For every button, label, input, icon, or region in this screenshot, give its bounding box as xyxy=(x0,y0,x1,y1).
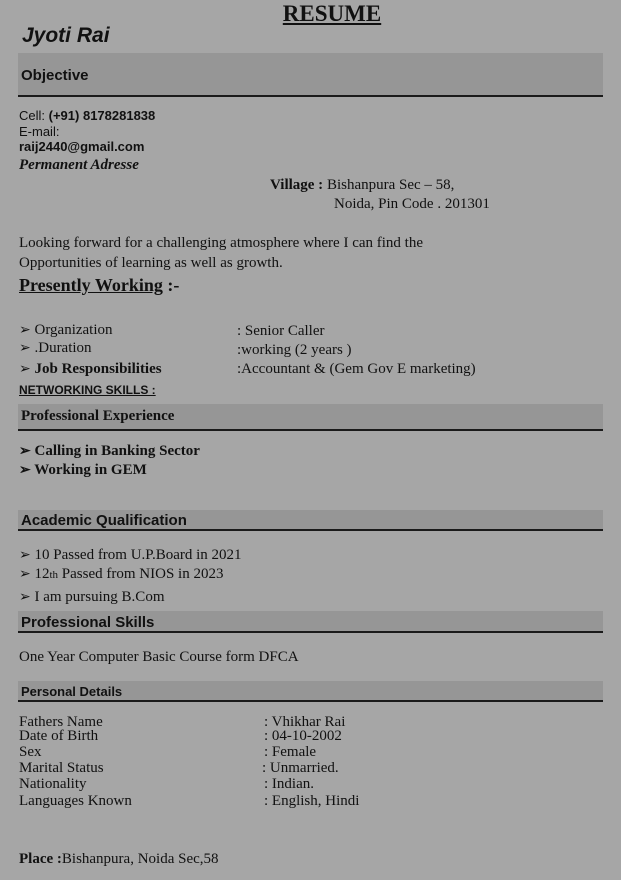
experience-heading: Professional Experience xyxy=(21,408,175,424)
experience-band xyxy=(18,404,603,431)
presently-heading-suffix: :- xyxy=(167,275,180,295)
personal-value: : Indian. xyxy=(264,776,314,792)
experience-item-text: Calling in Banking Sector xyxy=(34,443,200,459)
bullet-icon: ➢ xyxy=(19,341,31,356)
summary-line2: Opportunities of learning as well as growth. xyxy=(19,255,283,271)
academic-item-text: 10 Passed from U.P.Board in 2021 xyxy=(34,547,242,563)
experience-item-text: Working in GEM xyxy=(34,462,147,478)
personal-value: : English, Hindi xyxy=(264,793,360,809)
village-label: Village : xyxy=(270,177,324,193)
job-value: :Accountant & (Gem Gov E marketing) xyxy=(237,361,476,377)
email-label: E-mail: xyxy=(19,124,60,139)
experience-item xyxy=(19,462,147,479)
bullet-icon: ➢ xyxy=(19,548,31,563)
duration-label: .Duration xyxy=(34,340,92,356)
academic-item-text: I am pursuing B.Com xyxy=(34,589,165,605)
personal-label: Languages Known xyxy=(19,793,132,809)
job-label-line xyxy=(19,361,162,378)
village-line2: Noida, Pin Code . 201301 xyxy=(334,196,490,212)
personal-label: Fathers Name xyxy=(19,714,103,730)
village-line1 xyxy=(270,177,454,194)
personal-label: Nationality xyxy=(19,776,87,792)
job-label: Job Responsibilities xyxy=(34,361,162,377)
cell-value: (+91) 8178281838 xyxy=(48,108,156,123)
ordinal-suffix: th xyxy=(49,569,59,581)
email-value: raij2440@gmail.com xyxy=(19,139,145,154)
academic-item-rest: Passed from NIOS in 2023 xyxy=(58,566,224,582)
personal-value: : Female xyxy=(264,744,317,760)
bullet-icon: ➢ xyxy=(19,463,31,478)
bullet-icon: ➢ xyxy=(19,590,31,605)
personal-band xyxy=(18,681,603,702)
academic-heading: Academic Qualification xyxy=(21,512,187,529)
skills-band xyxy=(18,611,603,633)
cell-line xyxy=(19,108,155,123)
address-label: Permanent Adresse xyxy=(19,157,139,173)
objective-heading: Objective xyxy=(21,67,89,84)
academic-item-text: 12 xyxy=(34,566,50,582)
cell-label: Cell: xyxy=(19,108,46,123)
experience-item xyxy=(19,443,200,460)
objective-band xyxy=(18,53,603,97)
personal-label: Date of Birth xyxy=(19,728,99,744)
networking-heading: NETWORKING SKILLS : xyxy=(19,383,156,397)
skills-heading: Professional Skills xyxy=(21,614,155,631)
personal-label: Marital Status xyxy=(19,760,104,776)
personal-value: : 04-10-2002 xyxy=(264,728,342,744)
personal-label: Sex xyxy=(19,744,42,760)
presently-heading: Presently Working xyxy=(19,275,163,295)
page-title: RESUME xyxy=(282,1,382,26)
academic-band xyxy=(18,510,603,531)
place-value: Bishanpura, Noida Sec,58 xyxy=(61,851,219,867)
bullet-icon: ➢ xyxy=(19,362,31,377)
academic-item xyxy=(19,589,164,606)
personal-value: : Unmarried. xyxy=(262,760,339,776)
academic-item xyxy=(19,566,223,583)
village-value: Bishanpura Sec – 58, xyxy=(326,177,455,193)
personal-value: : Vhikhar Rai xyxy=(264,714,346,730)
place-label: Place : xyxy=(19,851,62,867)
duration-label-line xyxy=(19,340,92,357)
place-line xyxy=(19,851,219,868)
academic-item xyxy=(19,547,242,564)
org-label-line xyxy=(19,322,113,339)
org-label: Organization xyxy=(34,322,113,338)
duration-value: :working (2 years ) xyxy=(237,342,352,358)
summary-line1: Looking forward for a challenging atmosphere where I can find the xyxy=(19,235,424,251)
personal-heading: Personal Details xyxy=(21,684,123,699)
bullet-icon: ➢ xyxy=(19,323,31,338)
bullet-icon: ➢ xyxy=(19,567,31,582)
org-value: : Senior Caller xyxy=(237,323,325,339)
skills-text: One Year Computer Basic Course form DFCA xyxy=(19,649,299,665)
bullet-icon: ➢ xyxy=(19,444,31,459)
presently-heading-line xyxy=(19,275,179,296)
candidate-name: Jyoti Rai xyxy=(22,24,110,47)
